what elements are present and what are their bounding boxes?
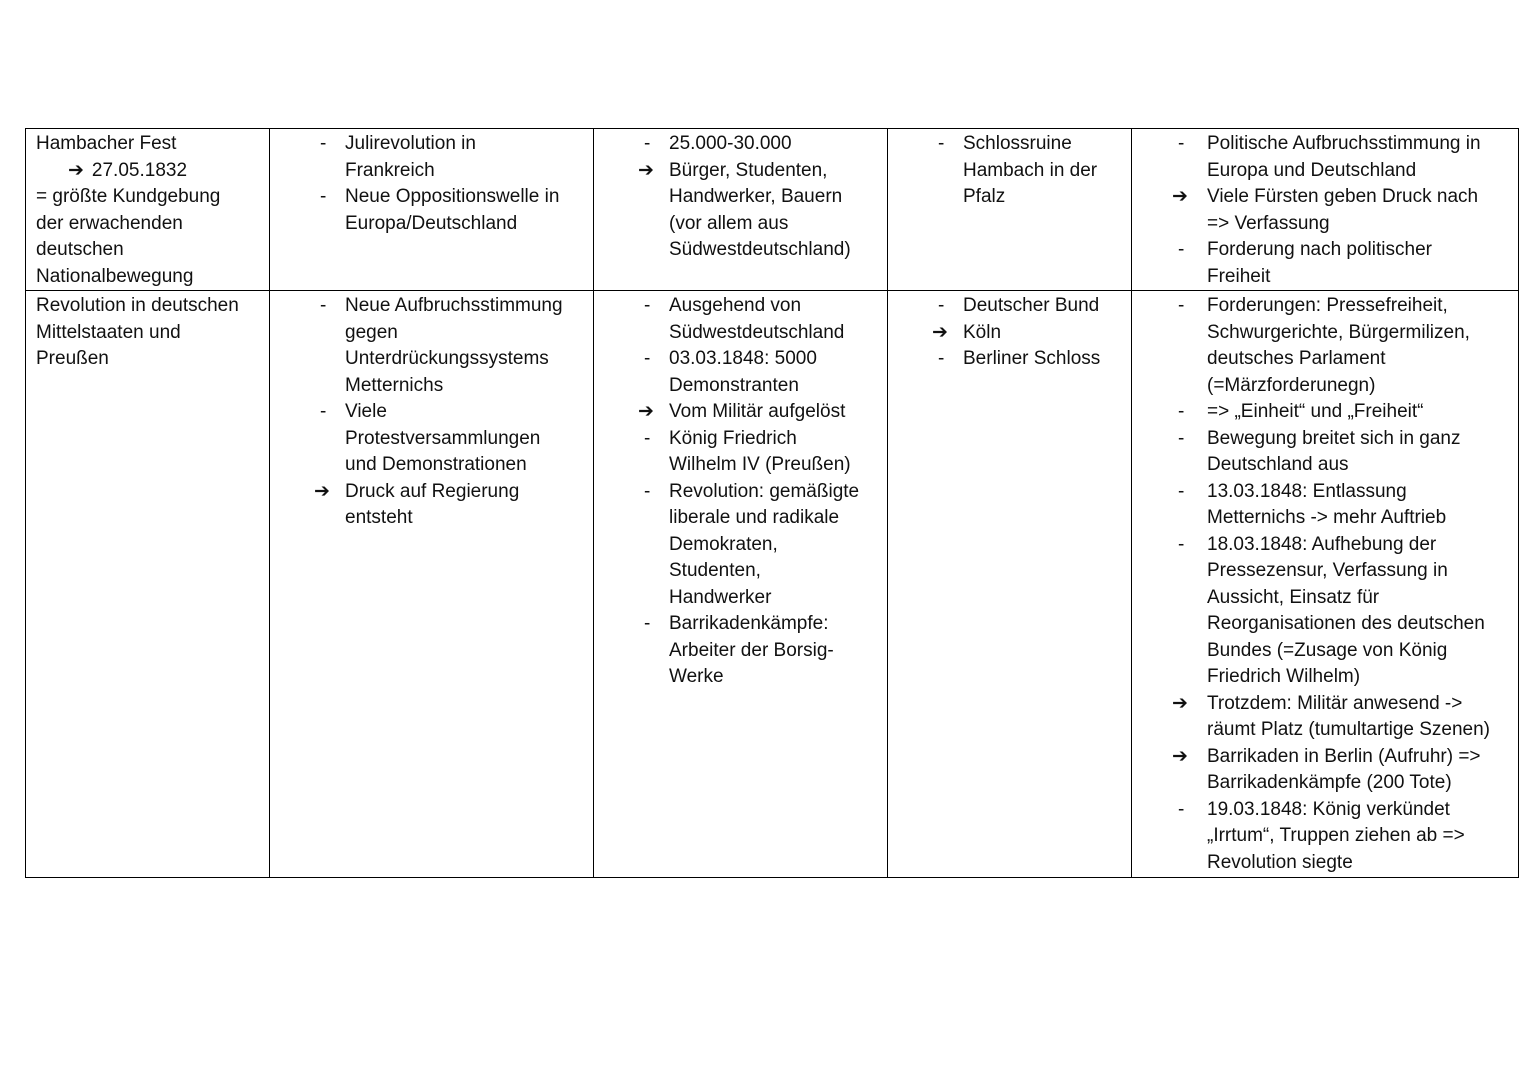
arrow-right-icon: ➔ [638,401,654,422]
dash-bullet-icon: - [644,133,651,154]
list-item [898,346,1123,373]
dash-bullet-icon: - [1178,239,1185,260]
list-item-text: (=Märzforderunegn) [1207,374,1376,396]
event-text: Hambacher Fest [36,133,177,154]
event-text: Revolution in deutschen [36,295,239,316]
list-item [898,131,1123,211]
list-item-text: (vor allem aus [669,212,789,234]
dash-bullet-icon: - [1178,295,1185,316]
list-item-text: Freiheit [1207,265,1271,287]
list-item-text: Neue Oppositionswelle in [345,186,560,207]
list-item-text: Trotzdem: Militär anwesend -> [1207,692,1463,714]
list-item [280,293,585,399]
list-item [604,158,879,264]
arrow-right-icon: ➔ [1172,745,1188,767]
event-text: deutschen [36,239,124,260]
dash-bullet-icon: - [938,133,945,154]
list-item [280,399,585,479]
list-item-text: Viele Fürsten geben Druck nach [1207,186,1479,207]
arrow-right-icon: ➔ [638,159,654,181]
table-body [26,129,1519,878]
participants-cell [594,291,888,878]
list-item-text: Deutschland aus [1207,454,1349,475]
participants-cell [594,129,888,291]
list-item-text: deutsches Parlament [1207,348,1386,369]
list-item [1142,184,1510,237]
dash-bullet-icon: - [320,401,327,422]
arrow-right-icon: ➔ [1172,692,1188,714]
list-item-text: Neue Aufbruchsstimmung [345,295,563,316]
dash-bullet-icon: - [644,480,651,502]
arrow-right-icon: ➔ [932,321,948,343]
list-item-text: Arbeiter der Borsig- [669,639,834,661]
list-item-text: Bewegung breitet sich in ganz [1207,427,1461,449]
list-item-text: Druck auf Regierung [345,480,520,502]
list-item-text: Friedrich Wilhelm) [1207,666,1361,687]
list-item-text: Schlossruine [963,133,1072,154]
list-item-text: entsteht [345,507,413,528]
outcome-cell [1132,291,1519,878]
list-item-text: Studenten, [669,560,761,581]
list-item-text: Forderung nach politischer [1207,239,1432,260]
list-item-text: Wilhelm IV (Preußen) [669,454,851,475]
arrow-right-icon: ➔ [314,480,330,502]
list-item-text: Pfalz [963,186,1006,207]
list-item-text: 18.03.1848: Aufhebung der [1207,533,1437,555]
list-item-text: Deutscher Bund [963,295,1100,316]
list-item-text: Protestversammlungen [345,427,541,449]
list-item-text: Unterdrückungssystems [345,348,549,369]
list-item-text: Berliner Schloss [963,348,1101,369]
location-cell [888,291,1132,878]
event-line [36,158,261,185]
event-text: Nationalbewegung [36,265,194,287]
dash-bullet-icon: - [644,427,651,449]
list-item-text: Revolution: gemäßigte [669,480,860,502]
table-row [26,291,1519,878]
dash-bullet-icon: - [1178,133,1185,154]
bullet-list [280,293,585,532]
list-item-text: und Demonstrationen [345,454,527,475]
list-item-text: Südwestdeutschland) [669,239,851,260]
list-item-text: Hambach in der [963,159,1098,181]
list-item-text: Europa und Deutschland [1207,159,1417,181]
event-line [36,131,261,158]
list-item-text: Reorganisationen des deutschen [1207,613,1485,634]
list-item [1142,797,1510,877]
list-item-text: Bundes (=Zusage von König [1207,639,1448,661]
location-cell [888,129,1132,291]
dash-bullet-icon: - [1178,427,1185,449]
list-item-text: 13.03.1848: Entlassung [1207,480,1407,502]
dash-bullet-icon: - [1178,533,1185,555]
list-item-text: 25.000-30.000 [669,133,792,154]
list-item [898,320,1123,347]
event-line [36,320,261,347]
dash-bullet-icon: - [938,295,945,316]
list-item [280,184,585,237]
list-item-text: Revolution siegte [1207,851,1353,873]
list-item [604,293,879,346]
dash-bullet-icon: - [1178,798,1185,820]
list-item [1142,691,1510,744]
list-item-text: Barrikadenkämpfe: [669,613,829,634]
list-item-text: Handwerker, Bauern [669,186,843,207]
dash-bullet-icon: - [1178,480,1185,502]
arrow-right-icon: ➔ [1172,186,1188,207]
dash-bullet-icon: - [644,295,651,316]
list-item-text: Ausgehend von [669,295,802,316]
list-item [1142,532,1510,691]
list-item-text: Barrikaden in Berlin (Aufruhr) => [1207,745,1481,767]
list-item-text: Südwestdeutschland [669,321,845,343]
dash-bullet-icon: - [320,295,327,316]
list-item-text: Vom Militär aufgelöst [669,401,846,422]
list-item [1142,744,1510,797]
list-item [1142,131,1510,184]
causes-cell [270,129,594,291]
list-item-text: Metternichs -> mehr Auftrieb [1207,507,1447,528]
list-item-text: gegen [345,321,398,343]
list-item [604,426,879,479]
history-table [25,128,1519,878]
list-item-text: Politische Aufbruchsstimmung in [1207,133,1481,154]
event-line [36,346,261,373]
bullet-list [898,293,1123,373]
list-item-text: => Verfassung [1207,212,1330,234]
event-text: = größte Kundgebung [36,186,221,207]
table-row [26,129,1519,291]
list-item [604,346,879,399]
list-item-text: Köln [963,321,1002,343]
bullet-list [1142,293,1510,876]
list-item-text: Metternichs [345,374,444,396]
list-item-text: Europa/Deutschland [345,212,518,234]
list-item-text: Bürger, Studenten, [669,159,828,181]
list-item [1142,293,1510,399]
causes-cell [270,291,594,878]
list-item-text: 19.03.1848: König verkündet [1207,798,1450,820]
list-item [604,399,879,426]
outcome-cell [1132,129,1519,291]
list-item [280,479,585,532]
event-line [36,237,261,264]
event-text: Preußen [36,348,109,369]
list-item [1142,479,1510,532]
list-item-text: 03.03.1848: 5000 [669,348,817,369]
bullet-list [898,131,1123,211]
bullet-list [604,293,879,691]
dash-bullet-icon: - [320,133,327,154]
dash-bullet-icon: - [938,348,945,369]
list-item-text: Aussicht, Einsatz für [1207,586,1380,608]
list-item-text: Frankreich [345,159,435,181]
dash-bullet-icon: - [644,348,651,369]
event-line [36,184,261,211]
event-cell [26,129,270,291]
list-item [1142,426,1510,479]
list-item-text: Handwerker [669,586,772,608]
list-item-text: => „Einheit“ und „Freiheit“ [1207,401,1424,422]
event-line [36,293,261,320]
list-item-text: Pressezensur, Verfassung in [1207,560,1448,581]
dash-bullet-icon: - [1178,401,1185,422]
event-line [36,211,261,238]
list-item-text: Werke [669,666,724,687]
list-item-text: räumt Platz (tumultartige Szenen) [1207,719,1491,740]
list-item [1142,399,1510,426]
bullet-list [604,131,879,264]
event-text: der erwachenden [36,212,183,234]
list-item-text: Demonstranten [669,374,799,396]
dash-bullet-icon: - [320,186,327,207]
event-text: Mittelstaaten und [36,321,181,343]
list-item-text: König Friedrich [669,427,797,449]
list-item-text: Julirevolution in [345,133,476,154]
list-item [280,131,585,184]
event-text: 27.05.1832 [91,159,188,181]
bullet-list [280,131,585,237]
list-item [898,293,1123,320]
list-item [604,131,879,158]
list-item [1142,237,1510,290]
list-item-text: „Irrtum“, Truppen ziehen ab => [1207,825,1465,846]
event-cell [26,291,270,878]
list-item [604,479,879,612]
list-item-text: liberale und radikale [669,507,840,528]
list-item [604,611,879,691]
list-item-text: Barrikadenkämpfe (200 Tote) [1207,772,1452,793]
dash-bullet-icon: - [644,613,651,634]
list-item-text: Demokraten, [669,533,778,555]
list-item-text: Viele [345,401,387,422]
bullet-list [1142,131,1510,290]
list-item-text: Schwurgerichte, Bürgermilizen, [1207,321,1470,343]
arrow-right-icon: ➔ [68,159,84,181]
list-item-text: Forderungen: Pressefreiheit, [1207,295,1448,316]
event-line [36,264,261,291]
